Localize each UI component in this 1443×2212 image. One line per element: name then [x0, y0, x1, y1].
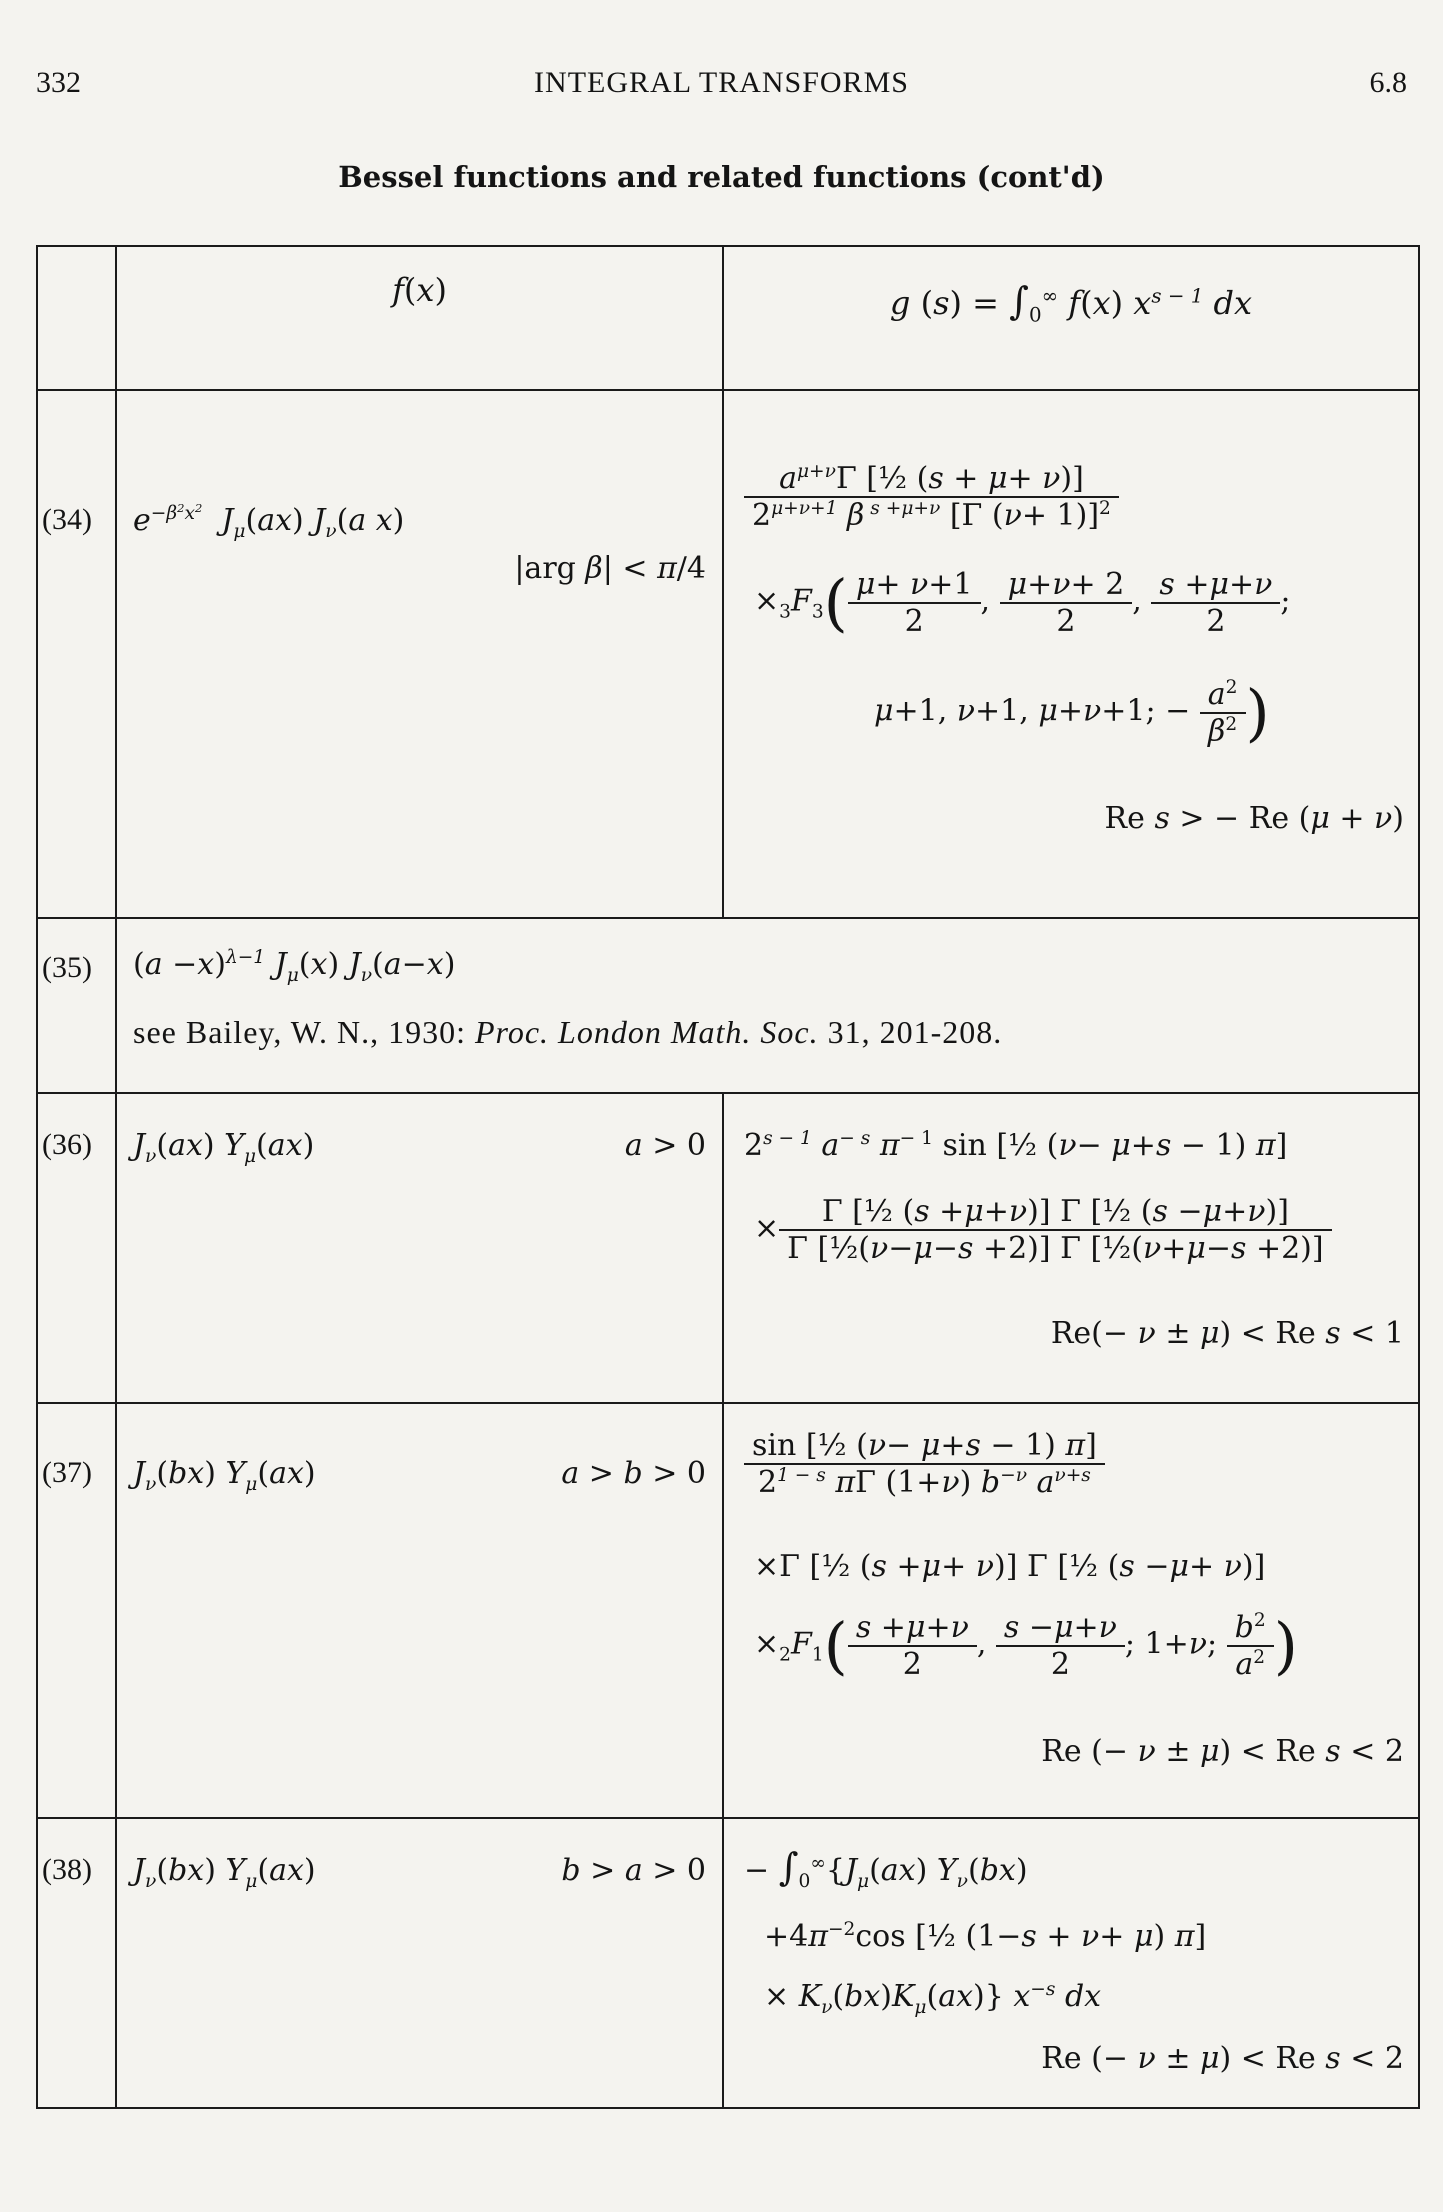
reference-text: see Bailey, W. N., 1930: — [133, 1014, 475, 1050]
table-row-35 — [37, 918, 1419, 1093]
g-line-2: × $\frac{\text{Γ [½ (s +μ+ν)] Γ [½ (s −μ+ν)]}}{\text{Γ [½(ν−μ−s +2)] Γ [½(ν+μ−s +2)]}}$ — [754, 1194, 1332, 1266]
g-line-3: $\times_2F_1$( $\frac{s +\mu+\nu}{2}$ , $\frac{s -\mu+\nu}{2}$ ; 1+ν; $\frac{b^2}{a^2}$ ) — [754, 1609, 1298, 1682]
table-title: Bessel functions and related functions (cont'd) — [338, 160, 1105, 194]
mellin-transform-table — [36, 245, 1420, 2109]
f-condition: |arg β| < π/4 — [514, 551, 706, 586]
header-g-label: g $(s) = \int_0^\infty$ f(x) $x^{s - 1}$ dx — [889, 279, 1253, 327]
table-header-row — [37, 246, 1419, 390]
f-condition: a > 0 — [624, 1128, 706, 1163]
running-head — [36, 66, 1407, 106]
f-expression: $J_\nu(ax)$ $Y_\mu(ax)$ — [133, 1128, 315, 1167]
row-number-label: (34) — [42, 503, 92, 536]
table-row-37 — [37, 1403, 1419, 1818]
header-g-cell — [723, 246, 1419, 390]
g-cell — [723, 390, 1419, 918]
reference-citation: 31, 201-208. — [818, 1014, 1003, 1050]
reference-note — [133, 1014, 1002, 1051]
table-row-34 — [37, 390, 1419, 918]
f-expression: $J_\nu(bx)$ $Y_\mu(ax)$ — [133, 1853, 316, 1892]
row-number-label: (37) — [42, 1456, 92, 1489]
g-line-3: μ+1, ν+1, μ+ν+1; − $\frac{a^2}{\beta^2}$ ) — [874, 676, 1270, 749]
g-condition: Re (− ν ± μ) < Re s < 2 — [1041, 1734, 1404, 1769]
row-number — [37, 390, 116, 918]
page-number: 332 — [36, 66, 81, 99]
g-line-3: × $K_\nu(bx)K_\mu(ax)$} $x^{-s}$ dx — [764, 1979, 1102, 2018]
f-cell — [116, 390, 723, 918]
g-line-1: $2^{s - 1}$ $a^{- s}$ $\pi^{- 1}$ sin [½ (ν− μ+s − 1) π] — [744, 1128, 1288, 1163]
f-expression: $(a -x)^{\lambda-1}$ $J_\mu(x)$ $J_\nu(a-x)$ — [133, 947, 456, 986]
g-cell — [723, 1093, 1419, 1403]
row-number — [37, 1818, 116, 2108]
row-number-label: (35) — [42, 951, 92, 984]
row-number — [37, 918, 116, 1093]
g-line-2: $\times_3F_3$( $\frac{\mu+ \nu+1}{2}$ , $\frac{\mu+\nu+ 2}{2}$ , $\frac{s +\mu+\nu}{2}$ ; — [754, 566, 1291, 639]
g-condition: Re(− ν ± μ) < Re s < 1 — [1050, 1316, 1404, 1351]
g-line-2: ×Γ [½ (s +μ+ ν)] Γ [½ (s −μ+ ν)] — [754, 1549, 1266, 1584]
header-num-cell — [37, 246, 116, 390]
g-condition: Re s > − Re (μ + ν) — [1104, 801, 1404, 836]
row-number-label: (36) — [42, 1128, 92, 1161]
f-expression: $e^{-\beta^2x^2}$ $J_\mu(ax)$ $J_\nu(a$ x) — [133, 501, 405, 543]
f-condition: b > a > 0 — [561, 1853, 706, 1888]
reference-journal: Proc. London Math. Soc. — [475, 1014, 819, 1050]
g-condition: Re (− ν ± μ) < Re s < 2 — [1041, 2041, 1404, 2076]
f-cell — [116, 1093, 723, 1403]
g-line-2: $+4\pi^{-2}\cos$ [½ (1−s + ν+ μ) π] — [764, 1919, 1207, 1954]
section-number: 6.8 — [1369, 66, 1407, 99]
table-row-36 — [37, 1093, 1419, 1403]
f-condition: a > b > 0 — [561, 1456, 706, 1491]
g-cell — [723, 1403, 1419, 1818]
header-f-label: f(x) — [392, 271, 447, 309]
f-cell — [116, 1818, 723, 2108]
f-expression: $J_\nu(bx)$ $Y_\mu(ax)$ — [133, 1456, 316, 1495]
f-cell — [116, 1403, 723, 1818]
note-cell — [116, 918, 1419, 1093]
g-line-1: $\frac{\text{sin [½ (ν− μ+s − 1) π]}}{2^{1 - s} \pi\Gamma (1+\nu) b^{-\nu} a^{\nu+s}}$ — [744, 1428, 1105, 1500]
row-number — [37, 1093, 116, 1403]
g-line-1: − $\int_0^\infty\{J_\mu(ax)$ $Y_\nu(bx)$ — [744, 1845, 1028, 1892]
g-cell — [723, 1818, 1419, 2108]
row-number — [37, 1403, 116, 1818]
running-title: INTEGRAL TRANSFORMS — [534, 66, 909, 99]
g-line-1: $\frac{a^{\mu+\nu}\Gamma [\frac{1}{2} (s + \mu+ \nu)]}{2^{\mu+\nu+1} \beta ^{s +\mu+\nu} [\Gamma (\nu+ 1)]^2}$ — [744, 461, 1119, 533]
row-number-label: (38) — [42, 1853, 92, 1886]
table-row-38 — [37, 1818, 1419, 2108]
header-f-cell — [116, 246, 723, 390]
